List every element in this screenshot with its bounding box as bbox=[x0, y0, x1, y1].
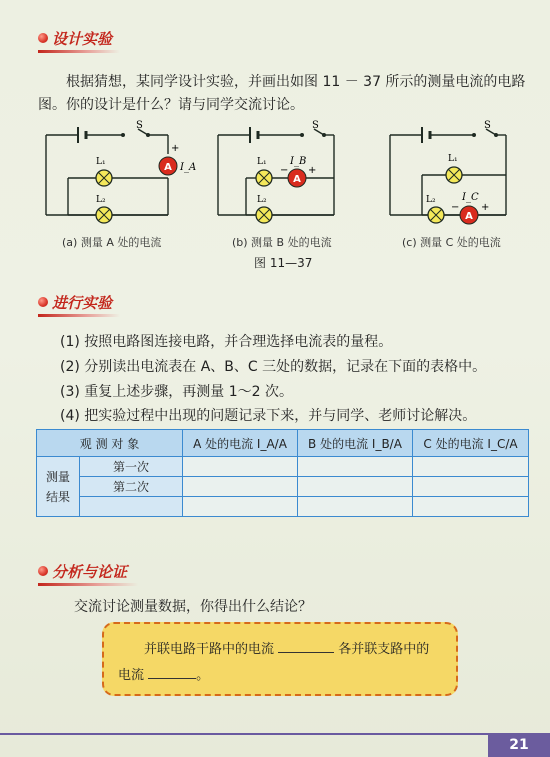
plus-terminal-label: + bbox=[308, 165, 317, 176]
table-row-label: 第一次 bbox=[80, 457, 183, 477]
bulb2-label: L₂ bbox=[96, 195, 106, 205]
minus-terminal-label: − bbox=[280, 165, 289, 176]
plus-terminal-label: + bbox=[481, 202, 490, 213]
bulb2-label: L₂ bbox=[426, 195, 436, 205]
section-underline bbox=[38, 314, 120, 317]
analysis-question: 交流讨论测量数据，你得出什么结论？ bbox=[74, 599, 312, 615]
table-header-row bbox=[37, 430, 529, 457]
minus-terminal-label: − bbox=[451, 202, 460, 213]
current-label-c: I_C bbox=[462, 192, 479, 203]
current-label-b: I_B bbox=[290, 156, 307, 167]
conclusion-text: 各并联支路中的 bbox=[338, 642, 430, 657]
bulb1-label: L₁ bbox=[96, 157, 106, 167]
table-cell[interactable] bbox=[183, 497, 298, 517]
section-title: 进行实验 bbox=[52, 293, 113, 312]
table-cell[interactable] bbox=[413, 477, 529, 497]
section-title: 分析与论证 bbox=[52, 562, 128, 581]
table-header-cell: 观 测 对 象 bbox=[37, 430, 183, 457]
figure-caption-a: (a) 测量 A 处的电流 bbox=[62, 236, 162, 249]
section-bullet-icon bbox=[38, 297, 48, 307]
table-cell[interactable] bbox=[298, 477, 413, 497]
switch-label: S bbox=[312, 120, 319, 131]
section-bullet-icon bbox=[38, 566, 48, 576]
circuit-diagram-a bbox=[38, 120, 198, 230]
conclusion-box bbox=[102, 622, 458, 696]
conclusion-line-2 bbox=[118, 664, 209, 683]
group-label-text: 测量结果 bbox=[45, 469, 70, 504]
table-row bbox=[37, 457, 529, 477]
figure-caption-b: (b) 测量 B 处的电流 bbox=[232, 236, 332, 249]
conclusion-text: 。 bbox=[196, 668, 210, 683]
table-row bbox=[37, 497, 529, 517]
circuit-diagram-b bbox=[210, 120, 360, 230]
table-cell[interactable] bbox=[413, 457, 529, 477]
table-cell[interactable] bbox=[298, 497, 413, 517]
table-row-label: 第二次 bbox=[80, 477, 183, 497]
switch-label: S bbox=[484, 120, 491, 131]
page-footer-rule bbox=[0, 733, 550, 735]
table-cell[interactable] bbox=[413, 497, 529, 517]
intro-line-1: 根据猜想，某同学设计实验，并画出如图 11 － 37 所示的测量电流的电路 bbox=[66, 74, 526, 90]
table-cell[interactable] bbox=[183, 457, 298, 477]
figure-number: 图 11—37 bbox=[254, 256, 313, 270]
answer-blank-1[interactable] bbox=[278, 639, 334, 653]
table-group-label bbox=[37, 457, 80, 517]
table-cell[interactable] bbox=[183, 477, 298, 497]
table-row-label bbox=[80, 497, 183, 517]
step-2: (2) 分别读出电流表在 A、B、C 三处的数据，记录在下面的表格中。 bbox=[60, 359, 487, 375]
section-title: 设计实验 bbox=[52, 29, 113, 48]
section-header-experiment bbox=[38, 290, 112, 314]
ammeter-label: A bbox=[164, 162, 172, 173]
step-3: (3) 重复上述步骤，再测量 1～2 次。 bbox=[60, 384, 293, 400]
bulb1-label: L₁ bbox=[257, 157, 267, 167]
section-header-analysis bbox=[38, 559, 127, 583]
bulb2-label: L₂ bbox=[257, 195, 267, 205]
ammeter-label: A bbox=[465, 211, 473, 222]
switch-label: S bbox=[136, 120, 143, 131]
bulb1-label: L₁ bbox=[448, 154, 458, 164]
answer-blank-2[interactable] bbox=[148, 665, 196, 679]
page-number: 21 bbox=[488, 733, 550, 757]
figure-caption-c: (c) 测量 C 处的电流 bbox=[402, 236, 501, 249]
table-header-cell: B 处的电流 I_B/A bbox=[298, 430, 413, 457]
conclusion-text: 电流 bbox=[118, 668, 145, 683]
circuit-diagram-c bbox=[382, 120, 532, 230]
conclusion-text: 并联电路干路中的电流 bbox=[144, 642, 275, 657]
table-header-cell: C 处的电流 I_C/A bbox=[413, 430, 529, 457]
step-1: (1) 按照电路图连接电路，并合理选择电流表的量程。 bbox=[60, 334, 393, 350]
section-underline bbox=[38, 583, 138, 586]
intro-line-2: 图。你的设计是什么？请与同学交流讨论。 bbox=[38, 97, 304, 113]
current-label-a: I_A bbox=[180, 162, 197, 173]
section-bullet-icon bbox=[38, 33, 48, 43]
section-header-design bbox=[38, 26, 112, 50]
table-header-cell: A 处的电流 I_A/A bbox=[183, 430, 298, 457]
ammeter-label: A bbox=[293, 174, 301, 185]
conclusion-line-1 bbox=[144, 638, 429, 657]
plus-terminal-label: + bbox=[171, 143, 180, 154]
section-underline bbox=[38, 50, 120, 53]
results-table bbox=[36, 429, 529, 517]
table-row bbox=[37, 477, 529, 497]
step-4: (4) 把实验过程中出现的问题记录下来，并与同学、老师讨论解决。 bbox=[60, 408, 477, 424]
table-cell[interactable] bbox=[298, 457, 413, 477]
